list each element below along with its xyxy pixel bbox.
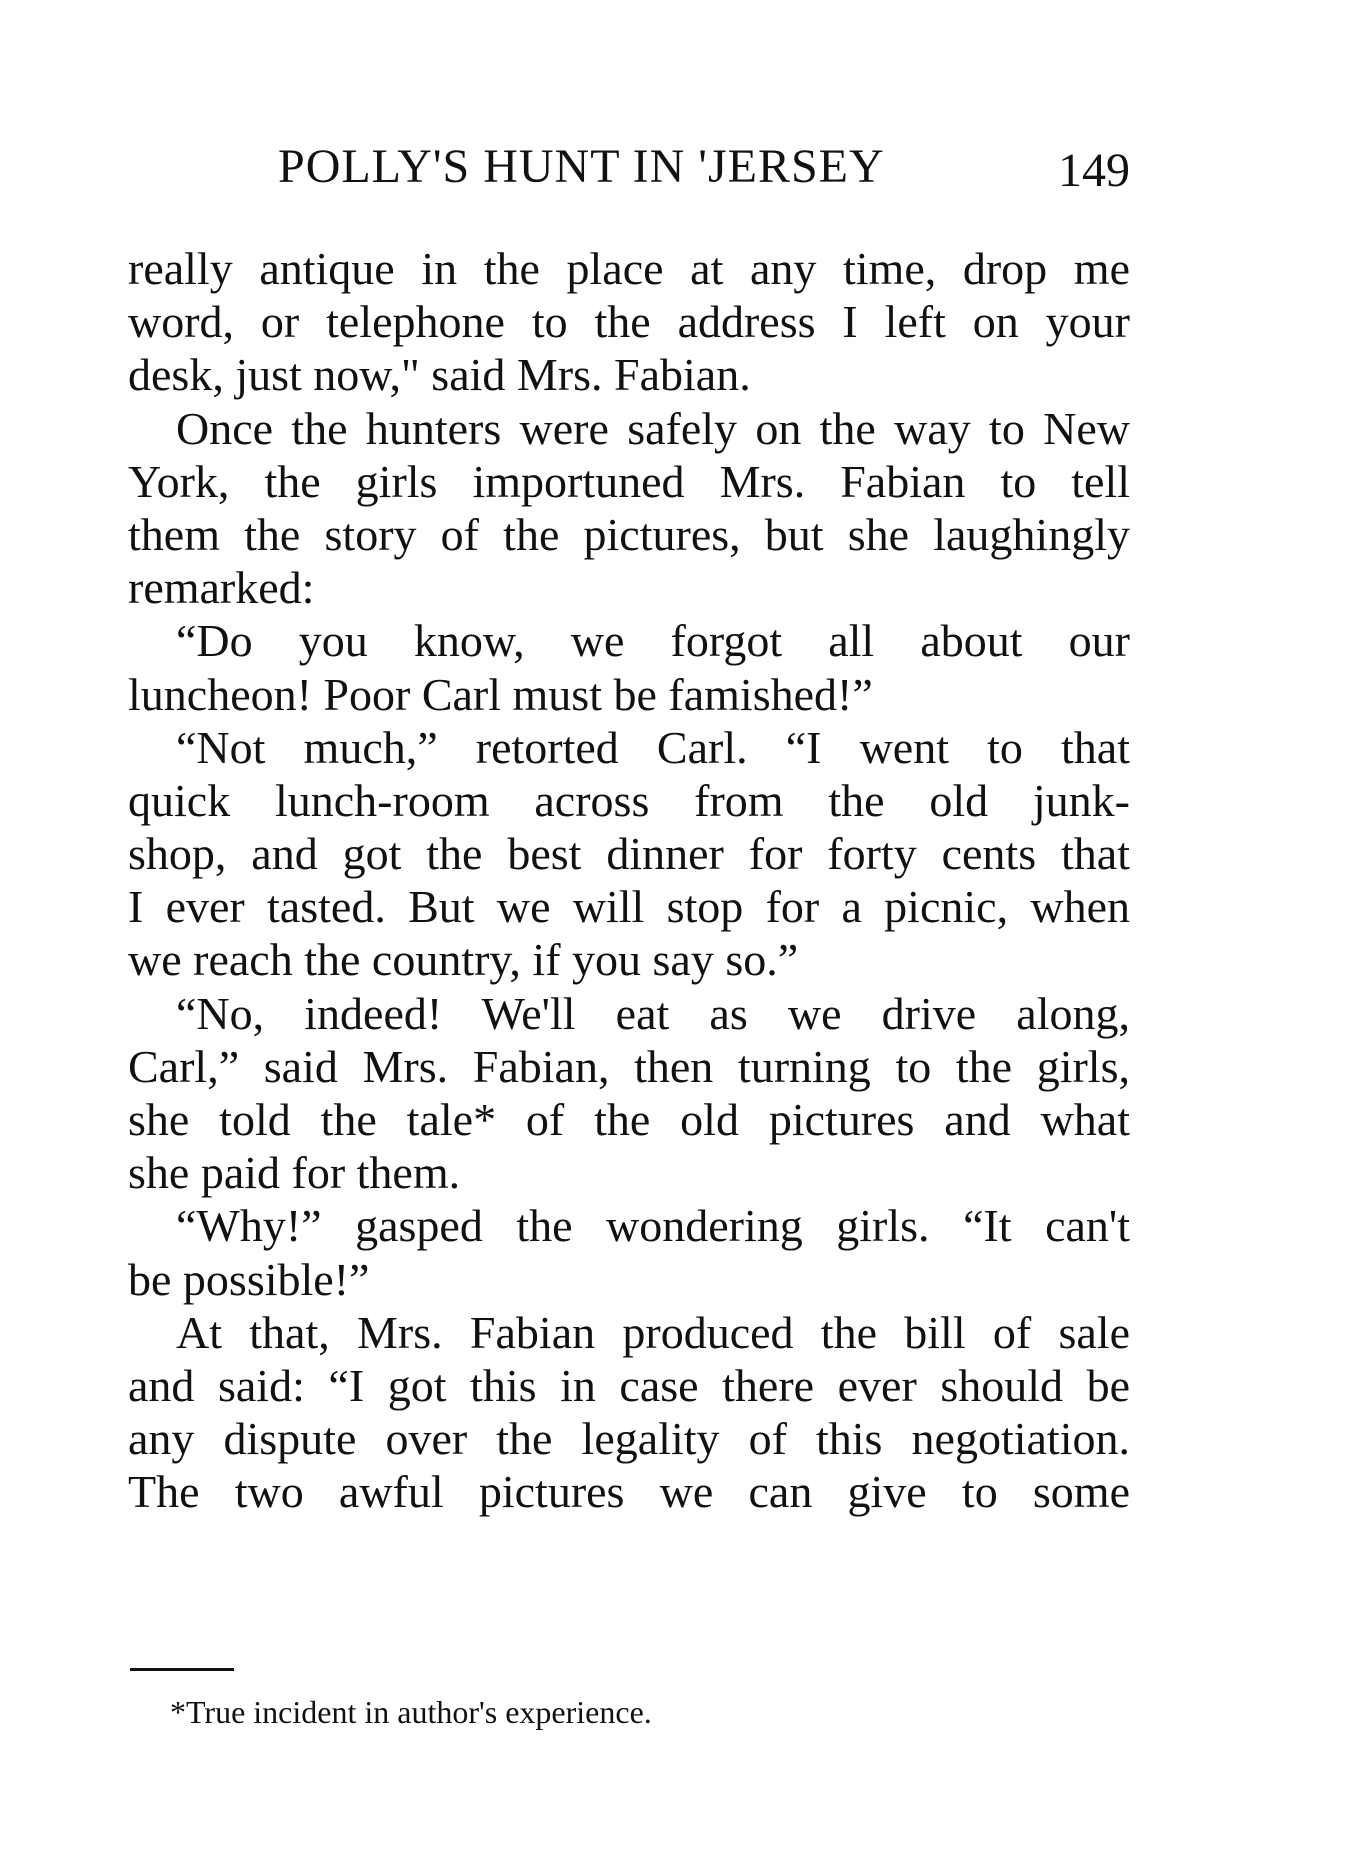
text-line: shop, and got the best dinner for forty cents that xyxy=(128,828,1130,880)
text-line: and said: “I got this in case there ever should be xyxy=(128,1359,1130,1411)
text-line: Carl,” said Mrs. Fabian, then turning to the girls, xyxy=(128,1040,1130,1092)
running-head: POLLY'S HUNT IN 'JERSEY xyxy=(278,140,885,193)
text-line: “Why!” gasped the wondering girls. “It can't xyxy=(176,1200,1130,1252)
text-line: be possible!” xyxy=(128,1253,370,1305)
body-text xyxy=(128,242,1130,1519)
text-line: Once the hunters were safely on the way to New xyxy=(176,402,1130,454)
text-line: we reach the country, if you say so.” xyxy=(128,934,799,986)
text-line: she told the tale* of the old pictures and what xyxy=(128,1094,1130,1145)
text-line: “No, indeed! We'll eat as we drive along, xyxy=(176,987,1130,1039)
text-line: really antique in the place at any time, drop me xyxy=(128,243,1130,294)
footnote: *True incident in author's experience. xyxy=(170,1694,652,1730)
text-line: any dispute over the legality of this negotiation. xyxy=(128,1413,1130,1465)
text-line: At that, Mrs. Fabian produced the bill of sale xyxy=(176,1306,1130,1358)
page-header xyxy=(278,132,1130,202)
text-line: luncheon! Poor Carl must be famished!” xyxy=(128,668,873,720)
text-line: remarked: xyxy=(128,562,315,614)
text-line: quick lunch-room across from the old junk- xyxy=(128,774,1130,826)
text-line: word, or telephone to the address I left on your xyxy=(128,296,1130,348)
text-line: The two awful pictures we can give to some xyxy=(128,1466,1130,1518)
text-line: York, the girls importuned Mrs. Fabian to tell xyxy=(128,455,1130,507)
text-line: I ever tasted. But we will stop for a picnic, when xyxy=(128,881,1130,933)
text-line: them the story of the pictures, but she laughingly xyxy=(128,508,1130,560)
text-line: “Not much,” retorted Carl. “I went to that xyxy=(176,721,1130,773)
text-line: she paid for them. xyxy=(128,1147,461,1199)
text-line: desk, just now," said Mrs. Fabian. xyxy=(128,349,751,401)
footnote-rule xyxy=(130,1668,234,1671)
text-line: “Do you know, we forgot all about our xyxy=(176,615,1130,667)
page-number: 149 xyxy=(1058,144,1130,197)
